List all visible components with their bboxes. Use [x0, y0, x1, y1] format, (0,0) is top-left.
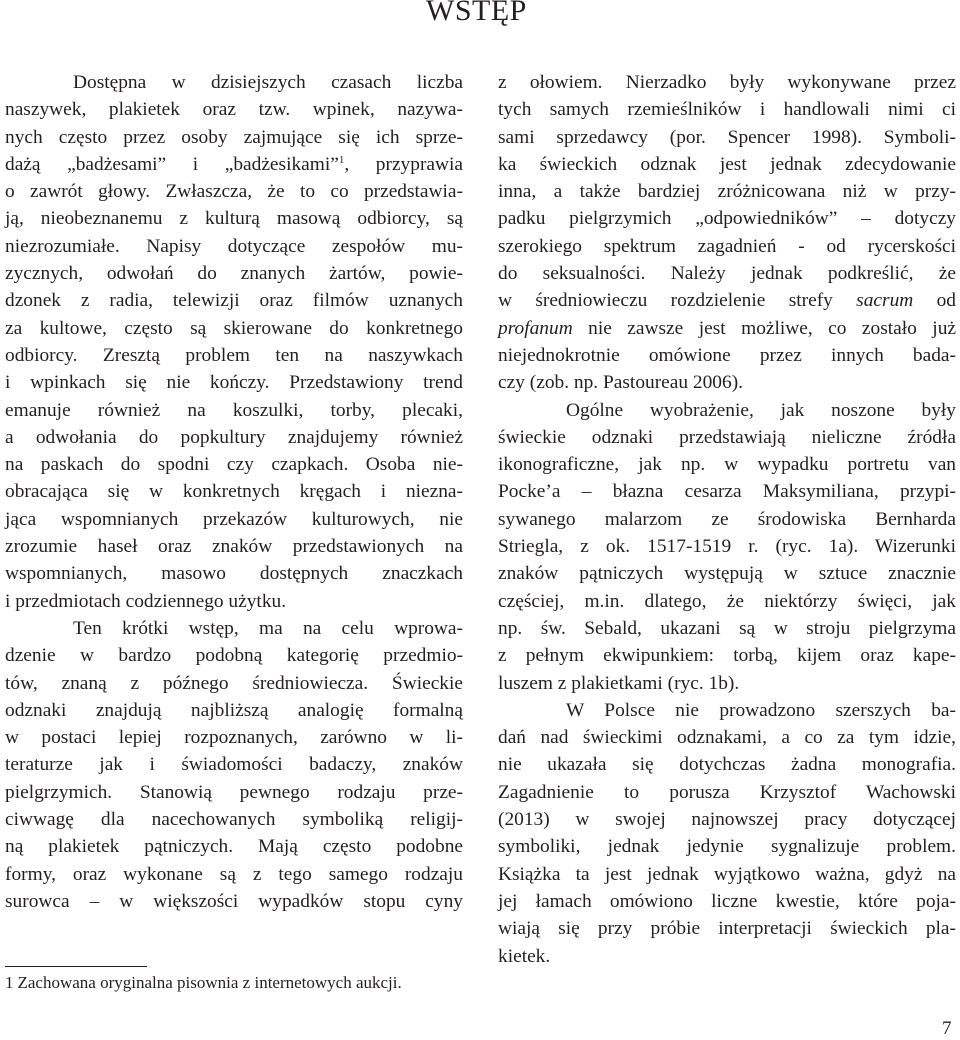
text-line: Książka ta jest jednak wyjątkowo ważna, gdyż na	[498, 863, 956, 885]
text-line: emanuje również na koszulki, torby, plecaki,	[5, 399, 463, 421]
text-line: częściej, m.in. dlatego, że niektórzy święci, jak	[498, 590, 956, 612]
text-line: o zawrót głowy. Zwłaszcza, że to co przedstawia-	[5, 181, 463, 203]
text-line: zrozumie haseł oraz znaków przedstawionych na	[5, 536, 463, 558]
text-line: sywanego malarzom ze środowiska Bernharda	[498, 508, 956, 530]
text-fragment: w średniowieczu rozdzielenie strefy	[498, 290, 857, 312]
text-line: obracająca się w konkretnych kręgach i niezna-	[5, 481, 463, 503]
text-line: teraturze jak i świadomości badaczy, znaków	[5, 754, 463, 776]
text-fragment: od	[913, 290, 956, 312]
text-line	[498, 315, 956, 342]
text-line: tów, znaną z późnego średniowiecza. Świeckie	[5, 672, 463, 694]
text-line: (2013) w swojej najnowszej pracy dotyczącej	[498, 809, 956, 831]
paragraph-iconography	[498, 397, 956, 697]
text-line: symboliki, jednak jedynie sygnalizuje problem.	[498, 836, 956, 858]
text-line: ciwwagę dla nacechowanych symboliką religij-	[5, 809, 463, 831]
text-line: ikonograficzne, jak np. w wypadku portretu van	[498, 454, 956, 476]
text-line: niezrozumiałe. Napisy dotyczące zespołów mu-	[5, 235, 463, 257]
text-line: zycznych, odwołań do znanych żartów, powie-	[5, 263, 463, 285]
text-line: sami sprzedawcy (por. Spencer 1998). Symboli-	[498, 126, 956, 148]
text-line: ka świeckich odznak jest jednak zdecydowanie	[498, 153, 956, 175]
text-line: czy (zob. np. Pastoureau 2006).	[498, 372, 744, 394]
text-line	[5, 151, 463, 178]
text-line: dzenie w bardzo podobną kategorię przedmio-	[5, 645, 463, 667]
text-line: jąca wspomnianych przekazów kulturowych, nie	[5, 508, 463, 530]
page-number: 7	[942, 1018, 952, 1039]
text-line: i przedmiotach codziennego użytku.	[5, 590, 287, 612]
paragraph-poland	[498, 697, 956, 970]
text-line: tych samych rzemieślników i handlowali nimi ci	[498, 99, 956, 121]
text-line: ną plakietek pątniczych. Mają często podobne	[5, 836, 463, 858]
paragraph-analogy	[5, 615, 463, 915]
text-line: padku pielgrzymich „odpowiedników” – dotyczy	[498, 208, 956, 230]
text-line: Pocke’a – błazna cesarza Maksymiliana, przypi-	[498, 481, 956, 503]
text-fragment: nie zawsze jest możliwe, co zostało już	[572, 317, 956, 339]
text-line: a odwołania do popkultury znajdujemy również	[5, 426, 463, 448]
text-line: znaków pątniczych występują w sztuce znacznie	[498, 563, 956, 585]
chapter-title: WSTĘP	[426, 0, 527, 27]
text-line: w postaci lepiej rozpoznanych, zarówno w li-	[5, 727, 463, 749]
text-line: luszem z plakietkami (ryc. 1b).	[498, 672, 740, 694]
text-line: inna, a także bardziej zróżnicowana niż w przy-	[498, 181, 956, 203]
text-line: z ołowiem. Nierzadko były wykonywane przez	[498, 72, 956, 93]
text-line: dzonek z radia, telewizji oraz filmów uznanych	[5, 290, 463, 312]
left-column	[5, 69, 463, 915]
footnote	[5, 972, 402, 994]
footnote-divider	[5, 966, 147, 967]
text-line: Zagadnienie to porusza Krzysztof Wachowski	[498, 781, 956, 803]
text-line	[498, 287, 956, 314]
text-line: i wpinkach się nie kończy. Przedstawiony trend	[5, 372, 463, 394]
text-line: pielgrzymich. Stanowią pewnego rodzaju prze-	[5, 781, 463, 803]
text-line: ją, nieobeznanemu z kulturą masową odbiorcy, są	[5, 208, 463, 230]
text-line: dań nad świeckimi odznakami, a co za tym idzie,	[498, 727, 956, 749]
text-line: Striegla, z ok. 1517-1519 r. (ryc. 1a). Wizerunki	[498, 536, 956, 558]
text-line: np. św. Sebald, ukazani są w stroju pielgrzyma	[498, 617, 956, 639]
text-line: surowca – w większości wypadków stopu cyny	[5, 890, 463, 912]
text-line: na paskach do spodni czy czapkach. Osoba nie-	[5, 454, 463, 476]
text-line: kietek.	[498, 945, 551, 967]
right-column	[498, 69, 956, 970]
text-line: Dostępna w dzisiejszych czasach liczba	[73, 72, 463, 93]
paragraph-intro	[5, 69, 463, 615]
text-fragment: , przyprawia	[344, 153, 464, 175]
text-line: z pełnym ekwipunkiem: torbą, kijem oraz kape-	[498, 645, 956, 667]
text-line: formy, oraz wykonane są z tego samego rodzaju	[5, 863, 463, 885]
text-line: odznaki znajdują najbliższą analogię formalną	[5, 699, 463, 721]
footnote-ref[interactable]: 1	[338, 153, 345, 166]
text-line: za kultowe, często są skierowane do konkretnego	[5, 317, 463, 339]
text-line: nie ukazała się dotychczas żadna monografia.	[498, 754, 956, 776]
footnote-number: 1	[5, 973, 14, 992]
text-line: W Polsce nie prowadzono szerszych ba-	[566, 699, 956, 721]
text-line: szerokiego spektrum zagadnień - od rycerskości	[498, 235, 956, 257]
text-line: naszywek, plakietek oraz tzw. wpinek, nazywa-	[5, 99, 463, 121]
text-line: Ten krótki wstęp, ma na celu wprowa-	[73, 617, 463, 639]
footnote-text: Zachowana oryginalna pisownia z internetowych aukcji.	[17, 973, 402, 992]
text-line: niejednokrotnie omówione przez innych bada-	[498, 344, 956, 366]
text-fragment: dażą „badżesami” i „badżesikami”	[5, 153, 339, 175]
text-line: świeckie odznaki przedstawiają nieliczne źródła	[498, 426, 956, 448]
text-line: jej łamach omówiono liczne kwestie, które poja-	[498, 890, 956, 912]
text-line: wspomnianych, masowo dostępnych znaczkach	[5, 563, 463, 585]
italic-term: profanum	[498, 317, 573, 339]
paragraph-continuation	[498, 69, 956, 397]
text-line: nych często przez osoby zajmujące się ich sprze-	[5, 126, 463, 148]
text-line: odbiorcy. Zresztą problem ten na naszywkach	[5, 344, 463, 366]
text-line: Ogólne wyobrażenie, jak noszone były	[566, 399, 956, 421]
text-line: wiają się przy próbie interpretacji świeckich pla-	[498, 918, 956, 940]
text-line: do seksualności. Należy jednak podkreślić, że	[498, 263, 956, 285]
italic-term: sacrum	[856, 290, 914, 312]
